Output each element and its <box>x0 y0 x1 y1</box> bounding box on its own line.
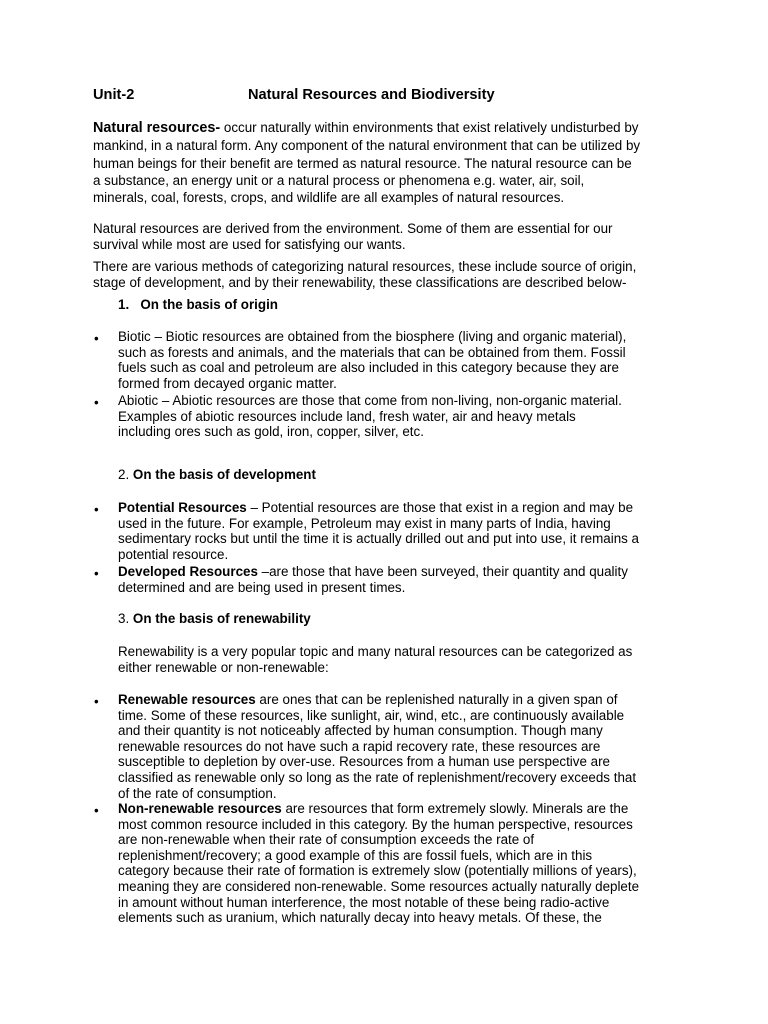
list-line: elements such as uranium, which naturally decay into heavy metals. Of these, the <box>118 910 602 926</box>
list-line: Examples of abiotic resources include land, fresh water, air and heavy metals <box>118 408 576 424</box>
list-item-biotic <box>118 329 678 391</box>
intro-line: human beings for their benefit are termed as natural resource. The natural resource can be <box>93 155 632 171</box>
paragraph-methods <box>93 259 683 290</box>
section-number: 2. <box>118 467 130 482</box>
list-item-abiotic <box>118 393 678 440</box>
list-line: –are those that have been surveyed, their quantity and quality <box>257 564 628 579</box>
list-line: determined and are being used in present times. <box>118 579 406 595</box>
list-item-developed <box>118 564 678 595</box>
bullet-icon: • <box>94 395 99 410</box>
paragraph-line: There are various methods of categorizing natural resources, these include source of origin, <box>93 259 637 274</box>
paragraph-line: Renewability is a very popular topic and many natural resources can be categorized as <box>118 644 633 659</box>
paragraph-line: Natural resources are derived from the environment. Some of them are essential for our <box>93 221 613 236</box>
list-item-potential <box>118 500 678 562</box>
list-line: time. Some of these resources, like sunlight, air, wind, etc., are continuously available <box>118 707 625 723</box>
section-title: On the basis of origin <box>140 297 278 312</box>
list-line: renewable resources do not have such a rapid recovery rate, these resources are <box>118 738 601 754</box>
list-line: most common resource included in this category. By the human perspective, resources <box>118 816 633 832</box>
list-line: category because their rate of formation is extremely slow (potentially millions of years), <box>118 863 637 879</box>
list-line: are ones that can be replenished naturally in a given span of <box>255 692 618 707</box>
term-label: Developed Resources <box>118 564 258 579</box>
list-line: formed from decayed organic matter. <box>118 375 337 391</box>
term-label: Potential Resources <box>118 500 247 515</box>
list-line: and their quantity is not noticeably affected by human consumption. Though many <box>118 723 603 739</box>
bullet-icon: • <box>94 803 99 818</box>
list-line: replenishment/recovery; a good example of this are fossil fuels, which are in this <box>118 847 593 863</box>
list-line: in amount without human interference, the most notable of these being radio-active <box>118 894 610 910</box>
paragraph-line: survival while most are used for satisfying our wants. <box>93 236 406 252</box>
list-line: fuels such as coal and petroleum are also included in this category because they are <box>118 360 619 376</box>
list-line: used in the future. For example, Petroleum may exist in many parts of India, having <box>118 515 611 531</box>
section-number: 1. <box>118 297 130 312</box>
bullet-icon: • <box>94 331 99 346</box>
term-label: Renewable resources <box>118 692 256 707</box>
unit-label: Unit-2 <box>93 87 135 103</box>
list-line: meaning they are considered non-renewable. Some resources actually naturally deplete <box>118 878 640 894</box>
list-line: Abiotic – Abiotic resources are those that come from non-living, non-organic material. <box>118 393 622 408</box>
list-line: – Potential resources are those that exist in a region and may be <box>246 500 634 515</box>
intro-line: occur naturally within environments that exist relatively undisturbed by <box>220 120 639 135</box>
list-item-renewable <box>118 692 678 801</box>
section-title: On the basis of development <box>132 467 316 482</box>
paragraph-line: stage of development, and by their renewability, these classifications are described below- <box>93 274 627 290</box>
bullet-icon: • <box>94 694 99 709</box>
page-title: Natural Resources and Biodiversity <box>248 87 495 103</box>
list-line: including ores such as gold, iron, copper, silver, etc. <box>118 424 424 440</box>
list-line: are non-renewable when their rate of consumption exceeds the rate of <box>118 832 535 848</box>
list-line: potential resource. <box>118 546 229 562</box>
list-item-non-renewable <box>118 801 678 926</box>
intro-lead: Natural resources- <box>93 120 221 136</box>
intro-paragraph <box>93 119 683 206</box>
renewability-intro <box>118 644 678 675</box>
intro-line: mankind, in a natural form. Any component of the natural environment that can be utilized by <box>93 138 641 154</box>
section-heading-renewability <box>118 611 311 627</box>
list-line: of the rate of consumption. <box>118 785 277 801</box>
intro-line: minerals, coal, forests, crops, and wildlife are all examples of natural resources. <box>93 190 565 206</box>
bullet-icon: • <box>94 566 99 581</box>
section-heading-development <box>118 467 316 483</box>
list-line: such as forests and animals, and the materials that can be obtained from them. Fossil <box>118 344 626 360</box>
list-line: sedimentary rocks but until the time it is actually drilled out and put into use, it remains a <box>118 531 639 547</box>
list-line: susceptible to depletion by over-use. Resources from a human use perspective are <box>118 754 610 770</box>
bullet-icon: • <box>94 502 99 517</box>
paragraph-derived <box>93 221 683 252</box>
intro-line: a substance, an energy unit or a natural process or phenomena e.g. water, air, soil, <box>93 172 585 188</box>
term-label: Non-renewable resources <box>118 801 282 816</box>
list-line: are resources that form extremely slowly. Minerals are the <box>281 801 629 816</box>
section-title: On the basis of renewability <box>132 611 311 626</box>
section-heading-origin <box>118 297 278 313</box>
list-line: Biotic – Biotic resources are obtained from the biosphere (living and organic material), <box>118 329 627 344</box>
paragraph-line: either renewable or non-renewable: <box>118 659 329 675</box>
list-line: classified as renewable only so long as the rate of replenishment/recovery exceeds that <box>118 769 637 785</box>
section-number: 3. <box>118 611 130 626</box>
